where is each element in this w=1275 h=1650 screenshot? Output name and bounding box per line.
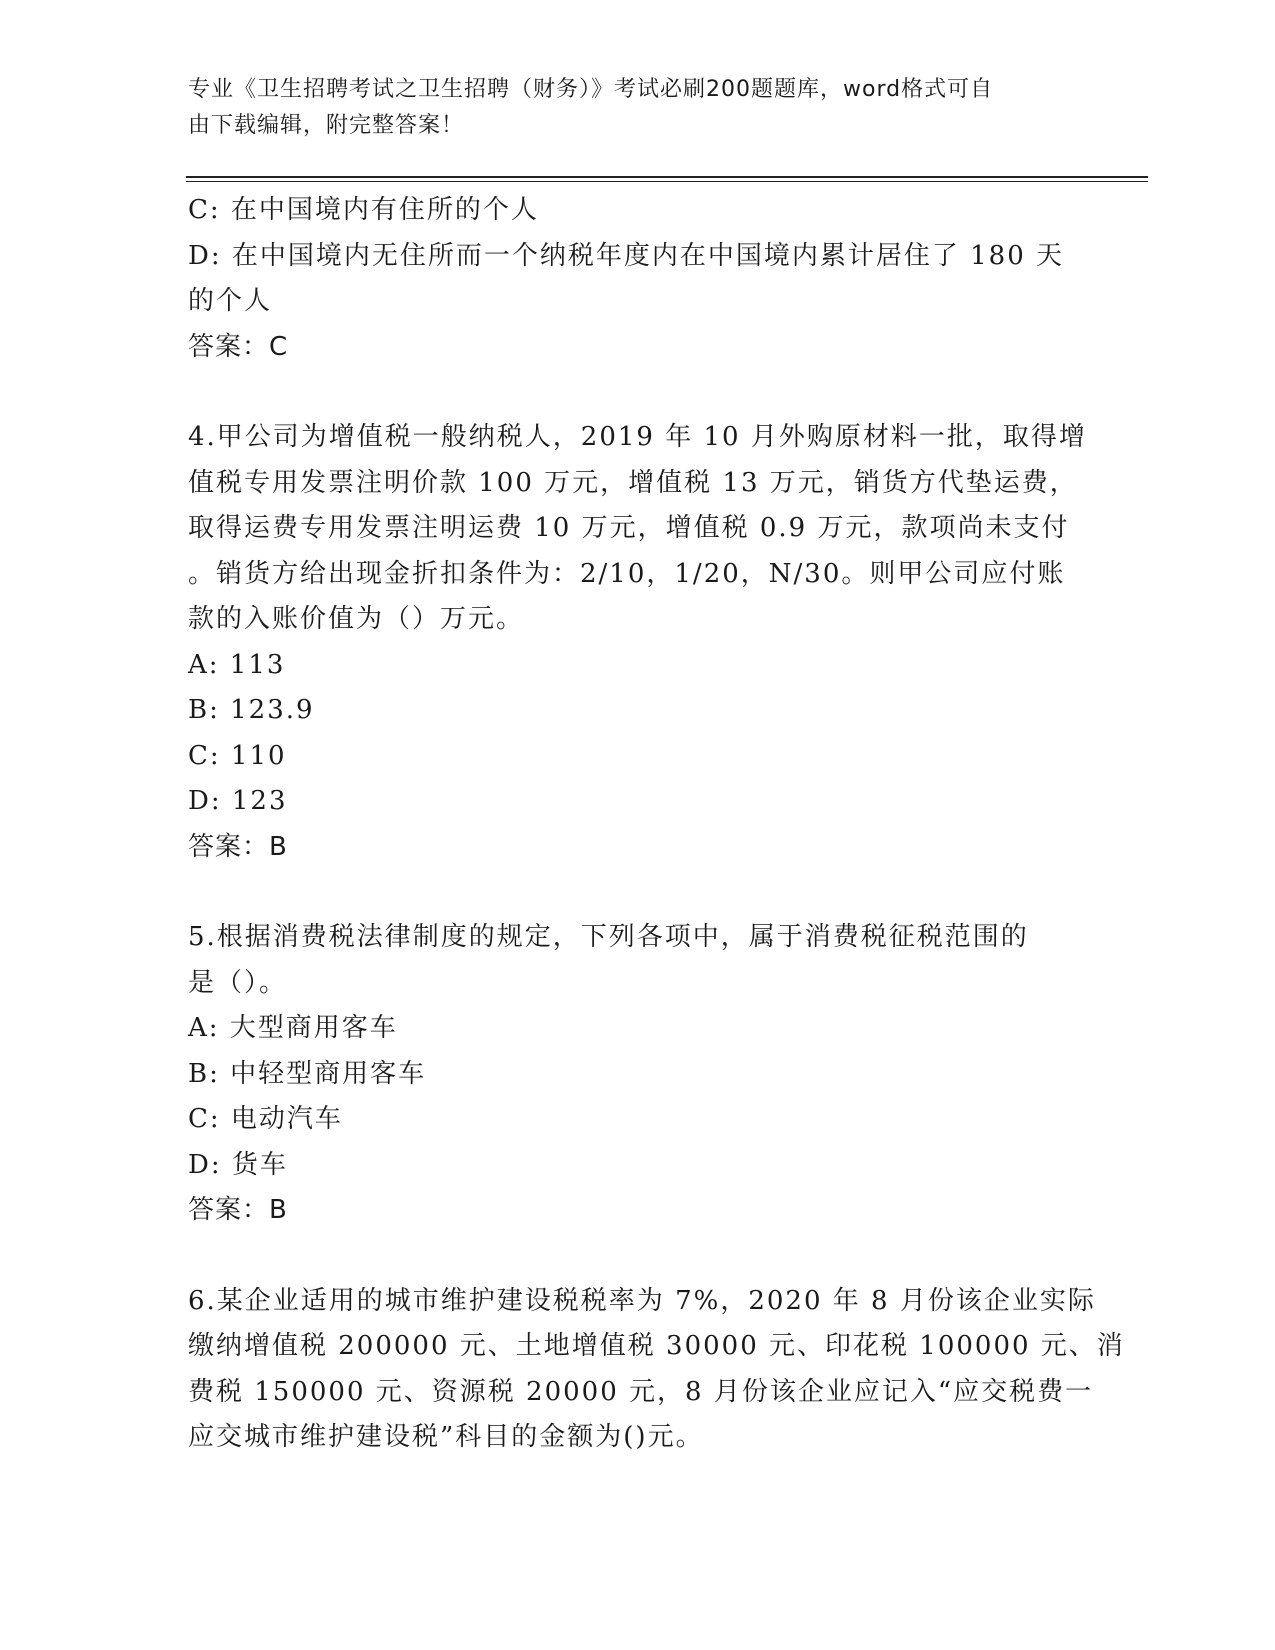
q4-stem-line: 款的入账价值为（）万元。 <box>188 604 525 634</box>
document-header <box>188 72 1068 144</box>
document-body <box>188 188 1125 1461</box>
header-rule-thick <box>186 176 1148 178</box>
q5-option-d: D: 货车 <box>188 1149 288 1180</box>
q3-answer: 答案：C <box>188 331 289 362</box>
question-3-tail <box>188 188 1088 370</box>
q5-stem-line: 是（）。 <box>188 967 288 998</box>
q5-option-a: A: 大型商用客车 <box>188 1013 398 1043</box>
q6-stem-line: 缴纳增值税 200000 元、土地增值税 30000 元、印花税 100000 元、消 <box>188 1331 1125 1361</box>
q3-option-d-line-1: D: 在中国境内无住所而一个纳税年度内在中国境内累计居住了 180 天 <box>188 240 1065 271</box>
header-rule-thin <box>186 181 1148 182</box>
q5-answer: 答案：B <box>188 1195 288 1225</box>
header-line-1: 专业《卫生招聘考试之卫生招聘（财务）》考试必刷200题题库，word格式可自 <box>188 77 994 102</box>
q4-answer: 答案：B <box>188 831 288 862</box>
q4-stem-line: 取得运费专用发票注明运费 10 万元，增值税 0.9 万元，款项尚未支付 <box>188 513 1070 543</box>
q3-option-d-line-2: 的个人 <box>188 286 273 316</box>
q5-option-c: C: 电动汽车 <box>188 1104 343 1134</box>
q6-stem-line: 应交城市维护建设税”科目的金额为()元。 <box>188 1422 704 1452</box>
q5-option-b: B: 中轻型商用客车 <box>188 1058 427 1089</box>
spacer <box>188 1234 1088 1279</box>
q6-stem-line: 6.某企业适用的城市维护建设税税率为 7%，2020 年 8 月份该企业实际 <box>188 1285 1096 1316</box>
spacer <box>188 870 1088 915</box>
spacer <box>188 370 1088 415</box>
q4-stem-line: 值税专用发票注明价款 100 万元，增值税 13 万元，销货方代垫运费， <box>188 467 1078 498</box>
question-6 <box>188 1279 1125 1461</box>
q4-stem-line: 4.甲公司为增值税一般纳税人，2019 年 10 月外购原材料一批，取得增 <box>188 422 1087 452</box>
q3-option-c: C: 在中国境内有住所的个人 <box>188 195 539 225</box>
q4-option-b: B: 123.9 <box>188 695 315 725</box>
question-4 <box>188 415 1088 870</box>
q4-stem-line: 。销货方给出现金折扣条件为：2/10，1/20，N/30。则甲公司应付账 <box>188 558 1066 589</box>
q6-stem-line: 费税 150000 元、资源税 20000 元，8 月份该企业应记入“应交税费一 <box>188 1376 1094 1407</box>
q4-option-c: C: 110 <box>188 740 287 771</box>
q4-option-d: D: 123 <box>188 786 288 816</box>
q5-stem-line: 5.根据消费税法律制度的规定，下列各项中，属于消费税征税范围的 <box>188 922 1029 952</box>
header-line-2: 由下载编辑，附完整答案！ <box>188 113 465 138</box>
q4-option-a: A: 113 <box>188 649 286 680</box>
question-5 <box>188 915 1088 1234</box>
